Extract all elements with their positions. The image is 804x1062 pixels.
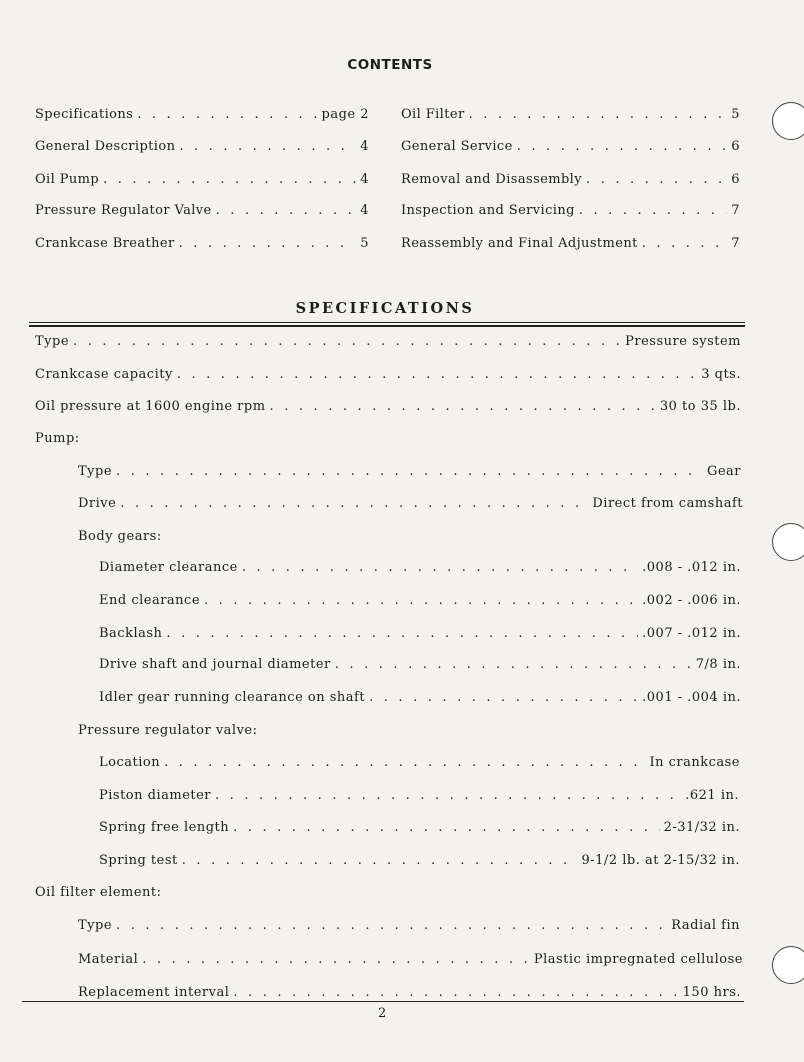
leader-dots	[103, 172, 356, 187]
leader-dots	[164, 755, 645, 770]
spec-value: .001 - .004 in.	[642, 690, 741, 705]
spec-row	[99, 593, 741, 611]
spec-subsection-heading: Pressure regulator valve:	[78, 723, 258, 738]
leader-dots	[233, 820, 659, 835]
leader-dots	[116, 918, 667, 933]
spec-section-heading: Pump:	[35, 431, 80, 446]
double-rule	[29, 325, 745, 327]
toc-entry	[401, 203, 740, 221]
spec-label: Idler gear running clearance on shaft	[99, 690, 366, 705]
spec-value: Gear	[706, 464, 741, 479]
leader-dots	[73, 334, 621, 349]
spec-label: Backlash	[99, 626, 163, 641]
spec-row	[78, 918, 740, 936]
toc-entry-label: General Description	[35, 139, 176, 154]
toc-entry-page: 4	[360, 203, 369, 218]
spec-label: Drive	[78, 496, 117, 511]
leader-dots	[179, 236, 357, 251]
spec-subsection-heading: Body gears:	[78, 529, 162, 544]
toc-entry	[35, 107, 369, 125]
leader-dots	[517, 139, 728, 154]
spec-row	[78, 464, 741, 482]
toc-entry-page: 6	[731, 139, 740, 154]
spec-label: Diameter clearance	[99, 560, 238, 575]
spec-row	[99, 755, 740, 773]
toc-entry	[401, 236, 740, 254]
leader-dots	[586, 172, 727, 187]
bottom-rule	[22, 1001, 744, 1002]
toc-entry-page: 4	[360, 172, 369, 187]
spec-row	[35, 399, 741, 417]
spec-label: Oil pressure at 1600 engine rpm	[35, 399, 266, 414]
leader-dots	[216, 203, 357, 218]
leader-dots	[233, 985, 678, 1000]
spec-label: Location	[99, 755, 161, 770]
toc-entry-page: 5	[731, 107, 740, 122]
toc-entry-label: Removal and Disassembly	[401, 172, 582, 187]
contents-title: CONTENTS	[347, 57, 433, 73]
toc-entry-page: 6	[731, 172, 740, 187]
spec-value: Plastic impregnated cellulose	[533, 952, 743, 967]
toc-entry-page: 7	[731, 203, 740, 218]
spec-row	[99, 853, 740, 871]
spec-value: Pressure system	[625, 334, 741, 349]
leader-dots	[242, 560, 638, 575]
toc-entry	[35, 236, 369, 254]
leader-dots	[120, 496, 588, 511]
spec-value: .002 - .006 in.	[642, 593, 741, 608]
spec-value: .007 - .012 in.	[642, 626, 741, 641]
leader-dots	[469, 107, 728, 122]
leader-dots	[166, 626, 638, 641]
toc-entry-label: Crankcase Breather	[35, 236, 175, 251]
toc-entry	[401, 139, 740, 157]
leader-dots	[137, 107, 317, 122]
leader-dots	[204, 593, 638, 608]
binder-hole	[772, 523, 804, 561]
double-rule	[29, 322, 745, 323]
spec-label: Crankcase capacity	[35, 367, 173, 382]
spec-row	[35, 367, 741, 385]
spec-label: Type	[78, 918, 113, 933]
leader-dots	[116, 464, 703, 479]
spec-label: Material	[78, 952, 139, 967]
spec-value: .621 in.	[685, 788, 739, 803]
spec-row	[99, 657, 741, 675]
spec-label: Replacement interval	[78, 985, 230, 1000]
spec-label: End clearance	[99, 593, 201, 608]
toc-entry	[35, 172, 369, 190]
spec-row	[78, 952, 743, 970]
toc-entry	[35, 139, 369, 157]
spec-label: Piston diameter	[99, 788, 212, 803]
leader-dots	[335, 657, 692, 672]
leader-dots	[179, 139, 356, 154]
spec-value: 3 qts.	[701, 367, 741, 382]
leader-dots	[369, 690, 638, 705]
spec-label: Type	[35, 334, 70, 349]
spec-row	[99, 560, 741, 578]
leader-dots	[182, 853, 578, 868]
leader-dots	[215, 788, 681, 803]
spec-row	[78, 496, 743, 514]
leader-dots	[642, 236, 727, 251]
spec-section-heading: Oil filter element:	[35, 885, 162, 900]
toc-entry-label: Pressure Regulator Valve	[35, 203, 212, 218]
spec-label: Drive shaft and journal diameter	[99, 657, 331, 672]
spec-row	[99, 788, 739, 806]
leader-dots	[270, 399, 656, 414]
leader-dots	[177, 367, 697, 382]
spec-row	[35, 334, 741, 352]
toc-entry-label: Specifications	[35, 107, 134, 122]
toc-entry	[401, 172, 740, 190]
page-number: 2	[378, 1006, 387, 1021]
binder-hole	[772, 102, 804, 140]
spec-value: Radial fin	[671, 918, 740, 933]
leader-dots	[142, 952, 530, 967]
toc-entry-label: General Service	[401, 139, 513, 154]
specifications-title: SPECIFICATIONS	[295, 300, 475, 317]
leader-dots	[579, 203, 727, 218]
spec-label: Spring test	[99, 853, 178, 868]
toc-entry-page: page 2	[321, 107, 369, 122]
toc-entry-label: Oil Pump	[35, 172, 100, 187]
toc-entry-page: 4	[360, 139, 369, 154]
spec-value: In crankcase	[649, 755, 740, 770]
toc-entry-page: 5	[360, 236, 369, 251]
spec-row	[99, 820, 740, 838]
spec-label: Spring free length	[99, 820, 230, 835]
spec-value: 7/8 in.	[695, 657, 741, 672]
toc-entry	[35, 203, 369, 221]
spec-value: 150 hrs.	[682, 985, 741, 1000]
binder-hole	[772, 946, 804, 984]
spec-value: 30 to 35 lb.	[659, 399, 741, 414]
toc-entry	[401, 107, 740, 125]
spec-row	[99, 626, 741, 644]
spec-value: 9-1/2 lb. at 2-15/32 in.	[581, 853, 740, 868]
spec-value: 2-31/32 in.	[663, 820, 740, 835]
toc-entry-label: Oil Filter	[401, 107, 465, 122]
toc-entry-label: Inspection and Servicing	[401, 203, 575, 218]
spec-label: Type	[78, 464, 113, 479]
spec-row	[99, 690, 741, 708]
toc-entry-page: 7	[731, 236, 740, 251]
spec-value: Direct from camshaft	[592, 496, 743, 511]
spec-value: .008 - .012 in.	[642, 560, 741, 575]
toc-entry-label: Reassembly and Final Adjustment	[401, 236, 638, 251]
